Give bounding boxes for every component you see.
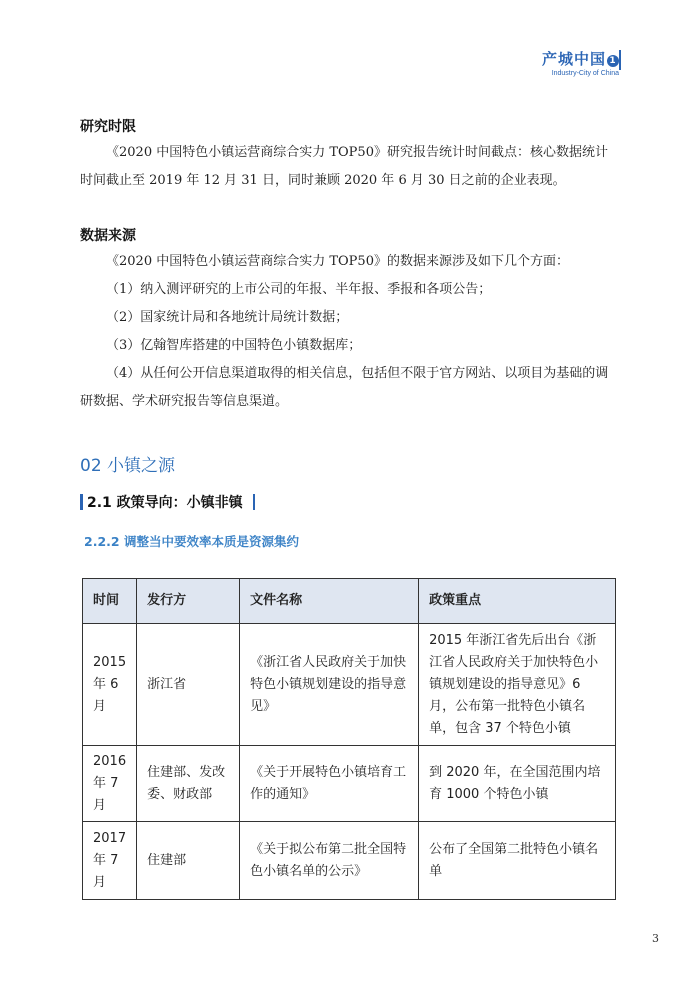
cell-issuer: 浙江省	[137, 624, 240, 746]
cell-time: 2015 年 6 月	[83, 624, 137, 746]
paragraph: 《2020 中国特色小镇运营商综合实力 TOP50》研究报告统计时间截点：核心数据统计时间截止至 2019 年 12 月 31 日，同时兼顾 2020 年 6 月 30 日之前的企业表现。	[80, 145, 608, 188]
logo-divider	[619, 50, 621, 70]
section-source-body	[80, 248, 620, 416]
list-item: （3）亿翰智库搭建的中国特色小镇数据库；	[106, 338, 362, 353]
paragraph: 《2020 中国特色小镇运营商综合实力 TOP50》的数据来源涉及如下几个方面：	[106, 254, 569, 269]
cell-time: 2016 年 7 月	[83, 746, 137, 822]
subsection-title-text: 2.1 政策导向：小镇非镇	[87, 495, 243, 511]
table-row	[83, 624, 616, 746]
policy-table	[82, 578, 616, 900]
logo-mark-icon: 1	[607, 55, 619, 67]
list-item: （2）国家统计局和各地统计局统计数据；	[106, 310, 349, 325]
table-header-row	[83, 579, 616, 624]
table-row	[83, 822, 616, 900]
section-heading-period: 研究时限	[80, 119, 136, 135]
subsection-title	[80, 492, 255, 512]
subsubsection-title: 2.2.2 调整当中要效率本质是资源集约	[84, 534, 299, 549]
logo-text-en: Industry-City of China	[551, 70, 619, 77]
section-period-body	[80, 139, 620, 195]
list-item: （4）从任何公开信息渠道取得的相关信息，包括但不限于官方网站、以项目为基础的调研数据、学术研究报告等信息渠道。	[80, 366, 609, 409]
cell-issuer: 住建部	[137, 822, 240, 900]
logo-text-cn: 产城中国	[541, 50, 606, 68]
cell-doc: 《关于拟公布第二批全国特色小镇名单的公示》	[240, 822, 419, 900]
cell-issuer: 住建部、发改委、财政部	[137, 746, 240, 822]
column-header-focus: 政策重点	[419, 579, 616, 624]
cell-focus: 2015 年浙江省先后出台《浙江省人民政府关于加快特色小镇规划建设的指导意见》6 月，公布第一批特色小镇名单，包含 37 个特色小镇	[419, 624, 616, 746]
table-row	[83, 746, 616, 822]
column-header-time: 时间	[83, 579, 137, 624]
column-header-issuer: 发行方	[137, 579, 240, 624]
heading-bar-right	[253, 494, 255, 510]
brand-logo	[542, 48, 619, 77]
cell-doc: 《关于开展特色小镇培育工作的通知》	[240, 746, 419, 822]
section-heading-source: 数据来源	[80, 228, 136, 244]
cell-focus: 到 2020 年，在全国范围内培育 1000 个特色小镇	[419, 746, 616, 822]
list-item: （1）纳入测评研究的上市公司的年报、半年报、季报和各项公告；	[106, 282, 492, 297]
cell-focus: 公布了全国第二批特色小镇名单	[419, 822, 616, 900]
page-number: 3	[652, 932, 659, 945]
heading-bar-left	[80, 494, 83, 510]
cell-time: 2017 年 7 月	[83, 822, 137, 900]
chapter-title: 02 小镇之源	[80, 456, 176, 476]
column-header-doc: 文件名称	[240, 579, 419, 624]
cell-doc: 《浙江省人民政府关于加快特色小镇规划建设的指导意见》	[240, 624, 419, 746]
